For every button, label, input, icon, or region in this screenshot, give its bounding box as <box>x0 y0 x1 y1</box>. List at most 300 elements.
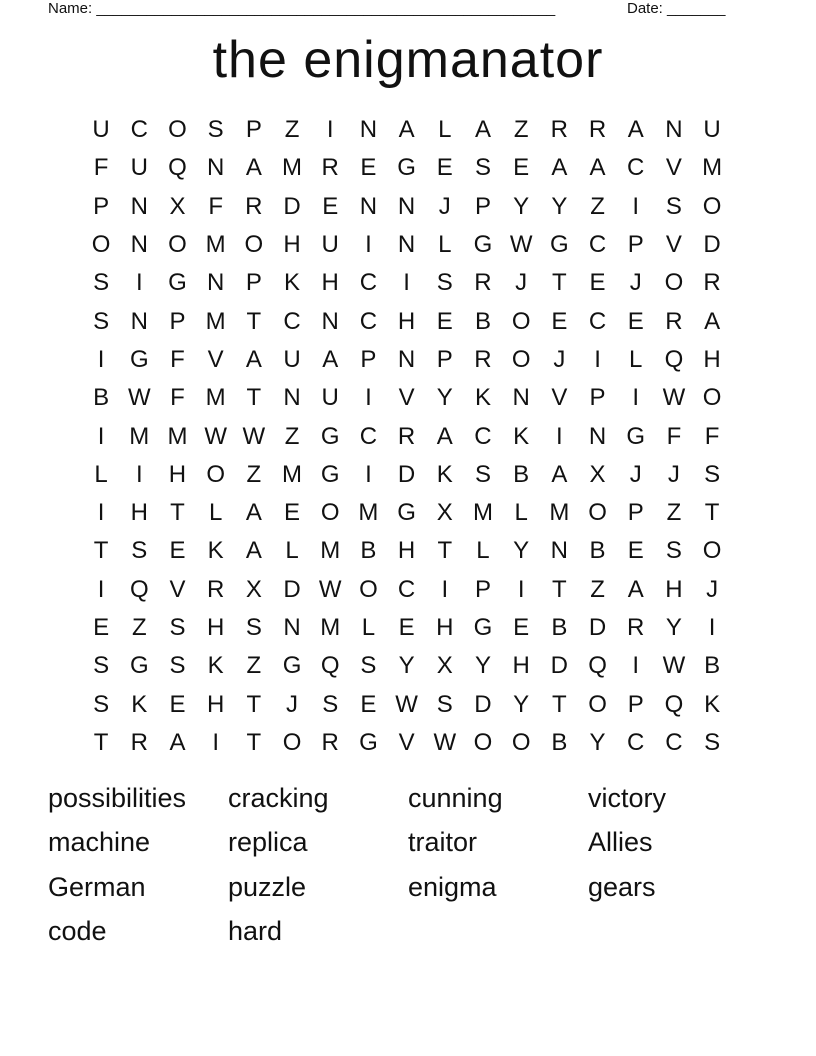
grid-letter[interactable]: R <box>474 269 492 297</box>
grid-letter[interactable]: U <box>92 116 110 144</box>
grid-letter[interactable]: E <box>169 537 186 565</box>
grid-letter[interactable]: C <box>283 307 301 335</box>
grid-letter[interactable]: Q <box>588 652 607 680</box>
grid-letter[interactable]: M <box>472 499 493 527</box>
grid-letter[interactable]: M <box>702 154 723 182</box>
grid-letter[interactable]: A <box>245 499 262 527</box>
grid-letter[interactable]: H <box>130 499 148 527</box>
grid-letter[interactable]: G <box>359 728 378 756</box>
grid-letter[interactable]: L <box>476 537 490 565</box>
grid-letter[interactable]: H <box>283 231 301 259</box>
grid-letter[interactable]: T <box>246 728 262 756</box>
grid-letter[interactable]: F <box>704 422 720 450</box>
grid-row <box>82 379 731 417</box>
grid-letter[interactable]: C <box>359 269 378 297</box>
grid-letter[interactable]: X <box>169 192 186 220</box>
grid-letter[interactable]: D <box>550 652 569 680</box>
grid-letter[interactable]: H <box>665 575 683 603</box>
grid-letter[interactable]: W <box>433 728 457 756</box>
grid-letter[interactable]: A <box>551 154 568 182</box>
grid-letter[interactable]: N <box>130 231 148 259</box>
grid-letter[interactable]: A <box>551 460 568 488</box>
grid-letter[interactable]: N <box>130 307 148 335</box>
grid-letter[interactable]: G <box>473 614 493 641</box>
grid-letter[interactable]: J <box>629 269 642 297</box>
grid-letter[interactable]: U <box>321 384 339 412</box>
grid-letter[interactable]: L <box>629 345 643 373</box>
grid-letter[interactable]: O <box>702 537 722 565</box>
grid-letter[interactable]: M <box>549 499 570 527</box>
grid-letter[interactable]: O <box>91 231 111 259</box>
grid-letter[interactable]: M <box>205 384 226 412</box>
grid-letter[interactable]: R <box>474 345 492 373</box>
grid-letter[interactable]: W <box>204 422 227 450</box>
grid-letter[interactable]: E <box>627 307 644 335</box>
grid-letter[interactable]: O <box>168 116 187 144</box>
grid-letter[interactable]: L <box>285 537 299 565</box>
grid-letter[interactable]: B <box>704 652 721 680</box>
grid-letter[interactable]: S <box>207 116 224 144</box>
grid-letter[interactable]: R <box>245 192 263 220</box>
grid-letter[interactable]: Z <box>284 422 300 450</box>
grid-letter[interactable]: P <box>169 307 186 335</box>
grid-letter[interactable]: L <box>208 499 223 527</box>
grid-letter[interactable]: H <box>397 537 416 565</box>
grid-letter[interactable]: W <box>662 652 686 680</box>
grid-letter[interactable]: Q <box>168 154 187 182</box>
grid-letter[interactable]: B <box>551 614 568 641</box>
grid-letter[interactable]: I <box>365 231 372 259</box>
grid-letter[interactable]: Y <box>665 614 682 641</box>
grid-letter[interactable]: C <box>474 422 492 450</box>
grid-letter[interactable]: B <box>93 384 110 412</box>
grid-letter[interactable]: C <box>627 728 645 756</box>
grid-letter[interactable]: N <box>283 614 301 641</box>
grid-letter[interactable]: W <box>242 422 266 450</box>
grid-letter[interactable]: J <box>286 690 299 718</box>
grid-letter[interactable]: P <box>245 116 262 144</box>
grid-letter[interactable]: E <box>627 537 644 565</box>
grid-letter[interactable]: E <box>398 614 415 641</box>
grid-letter[interactable]: O <box>702 384 722 412</box>
grid-letter[interactable]: T <box>93 537 109 565</box>
grid-letter[interactable]: L <box>438 116 452 144</box>
grid-letter[interactable]: J <box>553 345 566 373</box>
grid-letter[interactable]: E <box>436 154 453 182</box>
grid-letter[interactable]: Z <box>666 499 682 527</box>
grid-letter[interactable]: V <box>207 345 224 373</box>
grid-letter[interactable]: L <box>361 614 376 641</box>
grid-letter[interactable]: A <box>627 116 644 144</box>
grid-letter[interactable]: Y <box>436 384 453 412</box>
grid-letter[interactable]: M <box>320 537 341 565</box>
grid-letter[interactable]: R <box>627 614 645 641</box>
grid-letter[interactable]: Y <box>589 728 606 756</box>
grid-letter[interactable]: G <box>473 231 493 259</box>
grid-letter[interactable]: X <box>589 460 606 488</box>
grid-letter[interactable]: V <box>665 231 682 259</box>
grid-letter[interactable]: B <box>474 307 491 335</box>
grid-letter[interactable]: O <box>168 231 187 259</box>
grid-letter[interactable]: O <box>511 728 531 756</box>
grid-letter[interactable]: Y <box>398 652 415 680</box>
grid-letter[interactable]: K <box>704 690 721 718</box>
grid-row <box>82 417 731 455</box>
grid-letter[interactable]: X <box>436 499 453 527</box>
grid-letter[interactable]: T <box>552 575 567 603</box>
grid-letter[interactable]: X <box>436 652 453 680</box>
grid-letter[interactable]: T <box>552 690 567 718</box>
grid-letter[interactable]: A <box>398 116 415 144</box>
grid-letter[interactable]: W <box>662 384 686 412</box>
grid-letter[interactable]: V <box>398 384 415 412</box>
grid-letter[interactable]: P <box>627 690 644 718</box>
grid-letter[interactable]: K <box>131 690 148 718</box>
grid-letter[interactable]: M <box>282 154 303 182</box>
grid-letter[interactable]: C <box>588 307 607 335</box>
grid-letter[interactable]: A <box>169 728 186 756</box>
grid-letter[interactable]: T <box>246 307 262 335</box>
grid-letter[interactable]: D <box>397 460 416 488</box>
grid-letter[interactable]: N <box>550 537 569 565</box>
grid-letter[interactable]: I <box>326 116 334 144</box>
grid-letter[interactable]: Y <box>551 192 568 220</box>
grid-letter[interactable]: F <box>170 384 185 412</box>
grid-letter[interactable]: Q <box>664 345 684 373</box>
grid-letter[interactable]: N <box>512 384 530 412</box>
grid-letter[interactable]: E <box>93 614 110 641</box>
grid-letter[interactable]: J <box>667 460 680 488</box>
grid-letter[interactable]: J <box>438 192 451 220</box>
grid-letter[interactable]: C <box>665 728 683 756</box>
grid-letter[interactable]: O <box>359 575 378 603</box>
grid-letter[interactable]: E <box>360 154 377 182</box>
grid-letter[interactable]: E <box>436 307 453 335</box>
grid-letter[interactable]: I <box>403 269 410 297</box>
grid-letter[interactable]: B <box>360 537 377 565</box>
grid-row <box>82 724 731 762</box>
grid-letter[interactable]: A <box>245 345 262 373</box>
grid-letter[interactable]: N <box>397 192 416 220</box>
grid-letter[interactable]: G <box>168 269 187 297</box>
grid-letter[interactable]: R <box>206 575 225 603</box>
grid-letter[interactable]: A <box>322 345 339 373</box>
grid-letter[interactable]: A <box>245 537 262 565</box>
grid-letter[interactable]: R <box>321 154 339 182</box>
word-list-item: enigma <box>408 871 497 902</box>
grid-letter[interactable]: A <box>589 154 606 182</box>
grid-letter[interactable]: Q <box>129 575 149 603</box>
grid-letter[interactable]: I <box>632 652 640 680</box>
grid-letter[interactable]: E <box>513 614 530 641</box>
grid-letter[interactable]: N <box>206 269 225 297</box>
grid-letter[interactable]: I <box>556 422 563 450</box>
grid-letter[interactable]: Z <box>590 575 605 603</box>
grid-letter[interactable]: E <box>513 154 530 182</box>
grid-letter[interactable]: C <box>588 231 607 259</box>
grid-letter[interactable]: I <box>135 460 143 488</box>
grid-letter[interactable]: K <box>513 422 530 450</box>
grid-letter[interactable]: T <box>704 499 720 527</box>
grid-letter[interactable]: W <box>127 384 151 412</box>
grid-letter[interactable]: P <box>474 192 491 220</box>
grid-letter[interactable]: H <box>512 652 530 680</box>
grid-letter[interactable]: I <box>517 575 525 603</box>
grid-letter[interactable]: V <box>169 575 186 603</box>
grid-letter[interactable]: P <box>627 231 644 259</box>
grid-letter[interactable]: S <box>169 614 186 641</box>
grid-letter[interactable]: I <box>594 345 601 373</box>
grid-letter[interactable]: Y <box>513 537 530 565</box>
grid-letter[interactable]: E <box>360 690 377 718</box>
grid-letter[interactable]: P <box>436 345 453 373</box>
grid-letter[interactable]: E <box>284 499 301 527</box>
grid-letter[interactable]: V <box>398 728 415 756</box>
grid-letter[interactable]: S <box>474 154 491 182</box>
grid-letter[interactable]: A <box>627 575 644 603</box>
grid-letter[interactable]: S <box>93 269 110 297</box>
grid-letter[interactable]: O <box>244 231 264 259</box>
grid-letter[interactable]: I <box>97 422 105 450</box>
grid-letter[interactable]: U <box>321 231 339 259</box>
grid-letter[interactable]: B <box>513 460 530 488</box>
grid-letter[interactable]: P <box>245 269 262 297</box>
grid-letter[interactable]: U <box>130 154 148 182</box>
grid-letter[interactable]: A <box>436 422 453 450</box>
grid-letter[interactable]: W <box>395 690 418 718</box>
grid-letter[interactable]: Z <box>246 652 262 680</box>
grid-letter[interactable]: M <box>167 422 188 450</box>
grid-row <box>82 111 731 149</box>
grid-letter[interactable]: R <box>321 728 339 756</box>
grid-letter[interactable]: H <box>206 690 225 718</box>
grid-letter[interactable]: S <box>474 460 491 488</box>
grid-letter[interactable]: I <box>632 384 640 412</box>
grid-letter[interactable]: N <box>397 231 416 259</box>
grid-letter[interactable]: G <box>129 345 149 373</box>
grid-letter[interactable]: L <box>94 460 108 488</box>
grid-letter[interactable]: S <box>704 460 721 488</box>
grid-letter[interactable]: Z <box>590 192 605 220</box>
grid-letter[interactable]: M <box>129 422 150 450</box>
grid-letter[interactable]: G <box>397 499 416 527</box>
grid-letter[interactable]: A <box>245 154 262 182</box>
grid-letter[interactable]: I <box>632 192 640 220</box>
grid-letter[interactable]: O <box>664 269 684 297</box>
grid-letter[interactable]: N <box>206 154 225 182</box>
grid-letter[interactable]: G <box>320 422 340 450</box>
grid-letter[interactable]: D <box>703 231 721 259</box>
grid-letter[interactable]: G <box>320 460 340 488</box>
grid-letter[interactable]: O <box>282 728 302 756</box>
grid-letter[interactable]: M <box>320 614 341 641</box>
grid-letter[interactable]: P <box>93 192 110 220</box>
grid-letter[interactable]: N <box>588 422 607 450</box>
grid-letter[interactable]: S <box>131 537 148 565</box>
grid-letter[interactable]: N <box>397 345 416 373</box>
grid-letter[interactable]: P <box>627 499 644 527</box>
grid-letter[interactable]: R <box>397 422 416 450</box>
grid-letter[interactable]: O <box>511 345 531 373</box>
grid-letter[interactable]: E <box>551 307 568 335</box>
word-list-item: code <box>48 916 107 947</box>
name-field-label[interactable]: Name: _______________________________________________________ <box>48 0 556 17</box>
grid-letter[interactable]: Y <box>474 652 491 680</box>
grid-letter[interactable]: T <box>246 690 262 718</box>
grid-letter[interactable]: G <box>129 652 149 680</box>
grid-letter[interactable]: J <box>629 460 642 488</box>
grid-letter[interactable]: E <box>589 269 606 297</box>
grid-letter[interactable]: H <box>206 614 225 641</box>
grid-letter[interactable]: O <box>473 728 493 756</box>
grid-letter[interactable]: M <box>282 460 303 488</box>
grid-letter[interactable]: S <box>322 690 339 718</box>
grid-letter[interactable]: G <box>397 154 416 182</box>
grid-letter[interactable]: S <box>93 307 110 335</box>
grid-letter[interactable]: R <box>665 307 683 335</box>
grid-letter[interactable]: O <box>511 307 531 335</box>
grid-letter[interactable]: E <box>322 192 339 220</box>
grid-letter[interactable]: V <box>665 154 682 182</box>
grid-letter[interactable]: N <box>359 192 378 220</box>
grid-letter[interactable]: S <box>169 652 186 680</box>
word-list-item: cracking <box>228 782 329 813</box>
date-field-label[interactable]: Date: _______ <box>627 0 726 17</box>
grid-letter[interactable]: K <box>207 652 224 680</box>
grid-letter[interactable]: Z <box>246 460 262 488</box>
grid-letter[interactable]: J <box>706 575 719 603</box>
grid-letter[interactable]: K <box>474 384 491 412</box>
grid-letter[interactable]: C <box>359 422 378 450</box>
grid-letter[interactable]: W <box>509 231 533 259</box>
grid-letter[interactable]: Q <box>320 652 340 680</box>
grid-letter[interactable]: Y <box>513 192 530 220</box>
grid-letter[interactable]: R <box>588 116 607 144</box>
grid-letter[interactable]: I <box>97 499 105 527</box>
grid-letter[interactable]: H <box>436 614 454 641</box>
grid-letter[interactable]: L <box>514 499 528 527</box>
grid-letter[interactable]: A <box>704 307 721 335</box>
grid-letter[interactable]: P <box>589 384 606 412</box>
grid-letter[interactable]: M <box>205 307 226 335</box>
grid-letter[interactable]: G <box>282 652 302 680</box>
grid-letter[interactable]: B <box>589 537 606 565</box>
grid-letter[interactable]: Q <box>664 690 684 718</box>
grid-letter[interactable]: I <box>708 614 716 641</box>
grid-letter[interactable]: U <box>703 116 721 144</box>
grid-letter[interactable]: S <box>93 690 110 718</box>
grid-letter[interactable]: P <box>360 345 377 373</box>
grid-letter[interactable]: M <box>205 231 226 259</box>
grid-letter[interactable]: C <box>397 575 416 603</box>
grid-row <box>82 149 731 187</box>
grid-letter[interactable]: Y <box>513 690 530 718</box>
grid-letter[interactable]: T <box>93 728 109 756</box>
grid-letter[interactable]: Z <box>284 116 300 144</box>
grid-letter[interactable]: T <box>170 499 185 527</box>
grid-letter[interactable]: S <box>665 192 682 220</box>
grid-letter[interactable]: N <box>665 116 683 144</box>
grid-letter[interactable]: S <box>93 652 110 680</box>
grid-letter[interactable]: O <box>702 192 722 220</box>
grid-letter[interactable]: T <box>437 537 453 565</box>
grid-letter[interactable]: I <box>97 575 105 603</box>
grid-letter[interactable]: X <box>245 575 262 603</box>
grid-letter[interactable]: D <box>283 575 301 603</box>
grid-letter[interactable]: I <box>365 460 372 488</box>
grid-letter[interactable]: V <box>551 384 568 412</box>
grid-letter[interactable]: C <box>359 307 378 335</box>
grid-letter[interactable]: F <box>208 192 223 220</box>
grid-letter[interactable]: H <box>703 345 721 373</box>
grid-letter[interactable]: Z <box>513 116 529 144</box>
grid-letter[interactable]: I <box>365 384 372 412</box>
grid-letter[interactable]: U <box>283 345 301 373</box>
grid-letter[interactable]: F <box>170 345 185 373</box>
grid-letter[interactable]: E <box>169 690 186 718</box>
grid-letter[interactable]: W <box>318 575 342 603</box>
grid-letter[interactable]: G <box>626 422 646 450</box>
grid-letter[interactable]: T <box>246 384 262 412</box>
grid-letter[interactable]: R <box>703 269 721 297</box>
grid-letter[interactable]: M <box>358 499 379 527</box>
grid-letter[interactable]: N <box>321 307 339 335</box>
grid-letter[interactable]: N <box>359 116 378 144</box>
grid-letter[interactable]: I <box>97 345 105 373</box>
grid-letter[interactable]: N <box>283 384 301 412</box>
grid-letter[interactable]: O <box>206 460 225 488</box>
grid-letter[interactable]: A <box>474 116 491 144</box>
grid-letter[interactable]: L <box>438 231 452 259</box>
grid-letter[interactable]: S <box>704 728 721 756</box>
grid-letter[interactable]: I <box>212 728 219 756</box>
grid-letter[interactable]: H <box>397 307 416 335</box>
grid-letter[interactable]: S <box>436 269 453 297</box>
grid-letter[interactable]: R <box>550 116 569 144</box>
grid-letter[interactable]: O <box>588 499 607 527</box>
grid-letter[interactable]: C <box>627 154 645 182</box>
grid-letter[interactable]: D <box>588 614 607 641</box>
grid-letter[interactable]: O <box>588 690 607 718</box>
grid-letter[interactable]: R <box>130 728 148 756</box>
grid-letter[interactable]: I <box>441 575 449 603</box>
grid-letter[interactable]: B <box>551 728 568 756</box>
grid-letter[interactable]: K <box>436 460 453 488</box>
grid-letter[interactable]: Z <box>131 614 147 641</box>
grid-letter[interactable]: S <box>665 537 682 565</box>
grid-letter[interactable]: N <box>130 192 148 220</box>
grid-letter[interactable]: C <box>130 116 148 144</box>
grid-letter[interactable]: J <box>515 269 528 297</box>
grid-letter[interactable]: T <box>552 269 567 297</box>
grid-letter[interactable]: S <box>436 690 453 718</box>
grid-letter[interactable]: F <box>93 154 109 182</box>
grid-letter[interactable]: P <box>474 575 491 603</box>
word-list-item: victory <box>588 782 667 813</box>
grid-letter[interactable]: G <box>550 231 569 259</box>
grid-letter[interactable]: O <box>320 499 340 527</box>
grid-letter[interactable]: S <box>245 614 262 641</box>
grid-letter[interactable]: H <box>321 269 339 297</box>
grid-letter[interactable]: K <box>284 269 301 297</box>
grid-letter[interactable]: D <box>474 690 492 718</box>
grid-letter[interactable]: S <box>360 652 377 680</box>
grid-letter[interactable]: I <box>135 269 143 297</box>
grid-letter[interactable]: F <box>666 422 682 450</box>
grid-letter[interactable]: K <box>207 537 224 565</box>
grid-letter[interactable]: D <box>283 192 301 220</box>
grid-letter[interactable]: H <box>168 460 187 488</box>
